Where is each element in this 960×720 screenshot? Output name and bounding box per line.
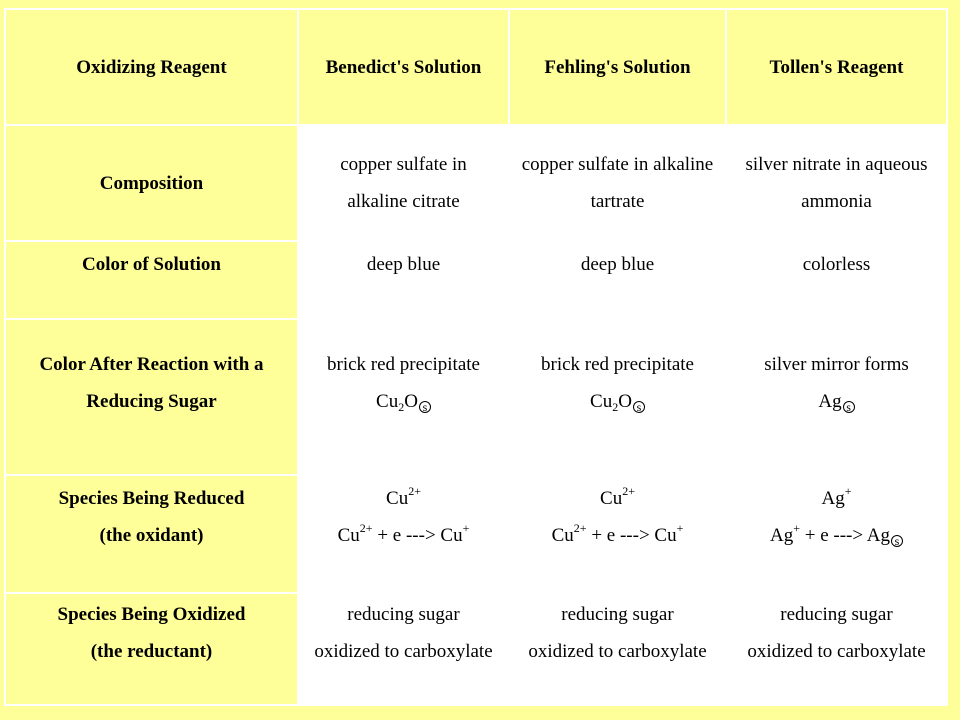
formula-ag-reduction: Ag+ + e ---> Ag s xyxy=(727,517,946,554)
table-row-color-after-reaction xyxy=(6,320,946,474)
formula-cu-reduction: $Cu^{2+} + e$ ---> Cu+ xyxy=(337,521,470,546)
reagent-comparison-table xyxy=(4,8,948,706)
formula-cu2o-s: $Cu_2O$ s xyxy=(299,383,508,420)
formula-ag-s: Ag s xyxy=(727,383,946,420)
formula-cu-reduction: $Cu^{2+} + e$ ---> Cu+ xyxy=(551,521,684,546)
formula-cu2plus: $Cu^{2+}$ xyxy=(600,484,635,509)
cell-fehlings-color: deep blue xyxy=(510,242,725,318)
header-tollens-reagent: Tollen's Reagent xyxy=(727,10,946,124)
cell-fehlings-composition: copper sulfate in alkaline tartrate xyxy=(510,126,725,240)
cell-fehlings-after-reaction: brick red precipitate $Cu_2O$ s xyxy=(510,320,725,474)
row-label-composition: Composition xyxy=(6,126,297,240)
row-label-species-reduced: Species Being Reduced (the oxidant) xyxy=(6,476,297,592)
cell-benedicts-reduced xyxy=(299,476,508,592)
row-label-species-oxidized: Species Being Oxidized (the reductant) xyxy=(6,594,297,704)
header-oxidizing-reagent: Oxidizing Reagent xyxy=(6,10,297,124)
row-label-color-of-solution: Color of Solution xyxy=(6,242,297,318)
cell-tollens-oxidized: reducing sugar oxidized to carboxylate xyxy=(727,594,946,704)
cell-benedicts-oxidized: reducing sugar oxidized to carboxylate xyxy=(299,594,508,704)
cell-tollens-after-reaction: silver mirror forms Ag s xyxy=(727,320,946,474)
table-row-species-reduced xyxy=(6,476,946,592)
row-label-color-after-reaction: Color After Reaction with a Reducing Sugar xyxy=(6,320,297,474)
cell-tollens-color: colorless xyxy=(727,242,946,318)
formula-cu2o-s: $Cu_2O$ s xyxy=(510,383,725,420)
cell-tollens-composition: silver nitrate in aqueous ammonia xyxy=(727,126,946,240)
table-row-species-oxidized xyxy=(6,594,946,704)
table-header-row xyxy=(6,10,946,124)
cell-benedicts-color: deep blue xyxy=(299,242,508,318)
cell-benedicts-composition: copper sulfate in alkaline citrate xyxy=(299,126,508,240)
formula-cu2plus: $Cu^{2+}$ xyxy=(386,484,421,509)
header-benedicts-solution: Benedict's Solution xyxy=(299,10,508,124)
table-row-composition xyxy=(6,126,946,240)
cell-fehlings-reduced xyxy=(510,476,725,592)
cell-fehlings-oxidized: reducing sugar oxidized to carboxylate xyxy=(510,594,725,704)
header-fehlings-solution: Fehling's Solution xyxy=(510,10,725,124)
cell-tollens-reduced xyxy=(727,476,946,592)
table-row-color-of-solution xyxy=(6,242,946,318)
cell-benedicts-after-reaction: brick red precipitate $Cu_2O$ s xyxy=(299,320,508,474)
formula-agplus: Ag+ xyxy=(821,484,852,509)
